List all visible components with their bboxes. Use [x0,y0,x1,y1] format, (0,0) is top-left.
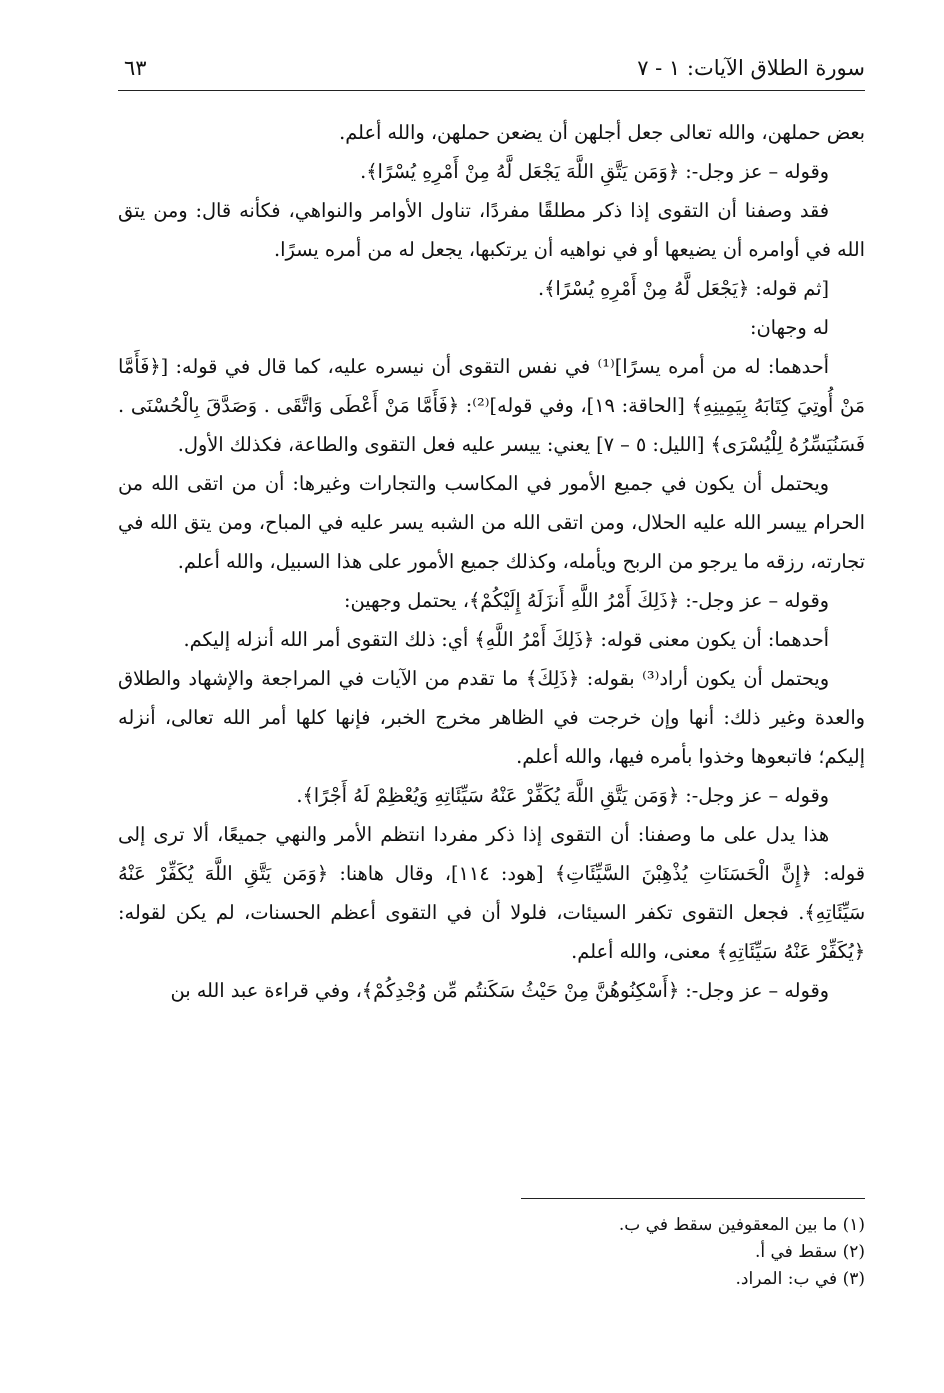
footnote: (١) ما بين المعقوفين سقط في ب. [618,1215,865,1235]
paragraph: بعض حملهن، والله تعالى جعل أجلهن أن يضعن حملهن، والله أعلم. [339,121,865,144]
main-text [118,113,865,1010]
running-title: سورة الطلاق الآيات: ١ - ٧ [637,56,865,80]
footnote: (٢) سقط في أ. [754,1242,865,1262]
paragraph: وقوله – عز وجل-: ﴿وَمَن يَتَّقِ اللَّهَ يَجْعَل لَّهُ مِنْ أَمْرِهِ يُسْرًا﴾. [360,160,829,183]
book-page [118,52,865,1352]
page-number: ٦٣ [124,56,147,80]
footnote-divider [521,1198,865,1199]
footnotes [118,1212,865,1293]
footnote: (٣) في ب: المراد. [735,1269,865,1289]
paragraph: هذا يدل على ما وصفنا: أن التقوى إذا ذكر مفردا انتظم الأمر والنهي جميعًا، ألا ترى إلى قوله: ﴿إِنَّ الْحَسَنَاتِ يُذْهِبْنَ السَّيِّئَاتِ﴾ [هود: ١١٤]، وقال هاهنا: ﴿وَمَن يَتَّقِ اللَّهَ يُكَفِّرْ عَنْهُ سَيِّئَاتِهِ﴾. فجعل التقوى تكفر السيئات، فلولا أن في التقوى أعظم الحسنات، لم يكن لقوله: ﴿يُكَفِّرْ عَنْهُ سَيِّئَاتِهِ﴾ معنى، والله أعلم. [118,823,865,963]
paragraph: [ثم قوله: ﴿يَجْعَل لَّهُ مِنْ أَمْرِهِ يُسْرًا﴾. [537,277,829,300]
paragraph: ويحتمل أن يكون في جميع الأمور في المكاسب والتجارات وغيرها: أن من اتقى الله من الحرام ييسر الله عليه الحلال، ومن اتقى الله من الشبه يسر عليه في المباح، ومن يتق الله في تجارته، رزقه ما يرجو من الربح ويأمله، وكذلك جميع الأمور على هذا السبيل، والله أعلم. [118,472,865,573]
paragraph: ويحتمل أن يكون أراد⁽³⁾ بقوله: ﴿ذَلِكَ﴾ ما تقدم من الآيات في المراجعة والإشهاد والطلاق والعدة وغير ذلك: أنها وإن خرجت في الظاهر مخرج الخبر، فإنها كلها أمر الله تعالى، أنزله إليكم؛ فاتبعوها وخذوا بأمره فيها، والله أعلم. [118,667,865,768]
paragraph: له وجهان: [750,316,829,339]
paragraph: وقوله – عز وجل-: ﴿ذَلِكَ أَمْرُ اللَّهِ أَنزَلَهُ إِلَيْكُمْ﴾، يحتمل وجهين: [343,589,829,612]
paragraph: وقوله – عز وجل-: ﴿أَسْكِنُوهُنَّ مِنْ حَيْثُ سَكَنتُم مِّن وُجْدِكُمْ﴾، وفي قراءة عبد الله بن [170,979,829,1002]
paragraph: أحدهما: أن يكون معنى قوله: ﴿ذَلِكَ أَمْرُ اللَّهِ﴾ أي: ذلك التقوى أمر الله أنزله إليكم. [183,628,829,651]
paragraph: أحدهما: له من أمره يسرًا]⁽¹⁾ في نفس التقوى أن نيسره عليه، كما قال في قوله: [﴿فَأَمَّا مَنْ أُوتِيَ كِتَابَهُ بِيَمِينِهِ﴾ [الحاقة: ١٩]، وفي قوله]⁽²⁾: ﴿فَأَمَّا مَنْ أَعْطَى وَاتَّقَى . وَصَدَّقَ بِالْحُسْنَى . فَسَنُيَسِّرُهُ لِلْيُسْرَى﴾ [الليل: ٥ – ٧] يعني: ييسر عليه فعل التقوى والطاعة، فكذلك الأول. [118,355,865,456]
running-header [118,52,865,91]
paragraph: وقوله – عز وجل-: ﴿وَمَن يَتَّقِ اللَّهَ يُكَفِّرْ عَنْهُ سَيِّئَاتِهِ وَيُعْظِمْ لَهُ أَجْرًا﴾. [296,784,829,807]
paragraph: فقد وصفنا أن التقوى إذا ذكر مطلقًا مفردًا، تناول الأوامر والنواهي، فكأنه قال: ومن يتق الله في أوامره أن يضيعها أو في نواهيه أن يرتكبها، يجعل له من أمره يسرًا. [118,199,865,261]
